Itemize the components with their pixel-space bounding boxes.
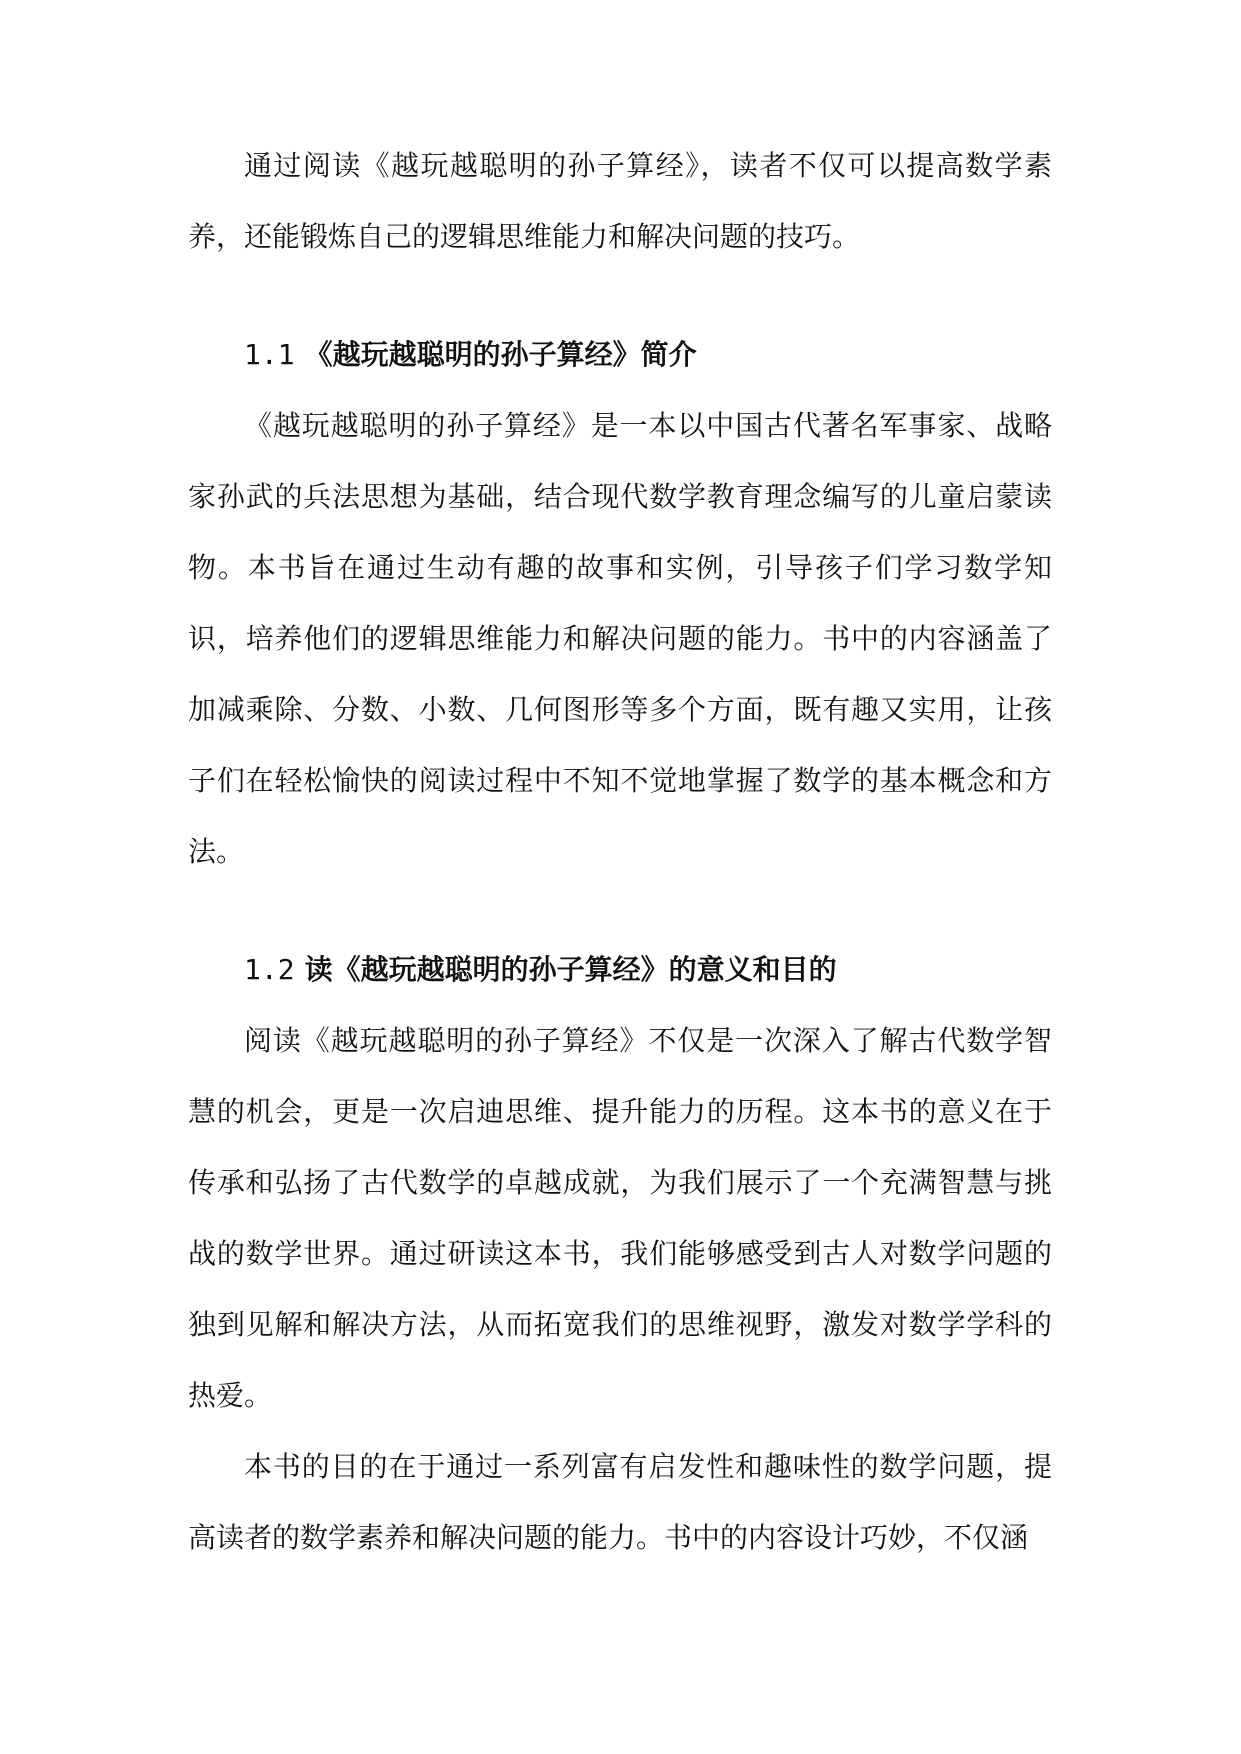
section-1-1-paragraph: 《越玩越聪明的孙子算经》是一本以中国古代著名军事家、战略家孙武的兵法思想为基础，结合现代数学教育理念编写的儿童启蒙读物。本书旨在通过生动有趣的故事和实例，引导孩子们学习数学知识，培养他们的逻辑思维能力和解决问题的能力。书中的内容涵盖了加减乘除、分数、小数、几何图形等多个方面，既有趣又实用，让孩子们在轻松愉快的阅读过程中不知不觉地掌握了数学的基本概念和方法。 — [188, 409, 1052, 868]
section-heading-1-2 — [188, 934, 1052, 1005]
section-title: 读《越玩越聪明的孙子算经》的意义和目的 — [304, 953, 837, 986]
section-number: 1.1 — [244, 338, 295, 371]
document-page — [188, 130, 1052, 1573]
intro-paragraph: 通过阅读《越玩越聪明的孙子算经》，读者不仅可以提高数学素养，还能锻炼自己的逻辑思维能力和解决问题的技巧。 — [188, 149, 1052, 253]
section-heading-1-1 — [188, 319, 1052, 390]
section-1-2-paragraph-1: 阅读《越玩越聪明的孙子算经》不仅是一次深入了解古代数学智慧的机会，更是一次启迪思维、提升能力的历程。这本书的意义在于传承和弘扬了古代数学的卓越成就，为我们展示了一个充满智慧与挑战的数学世界。通过研读这本书，我们能够感受到古人对数学问题的独到见解和解决方法，从而拓宽我们的思维视野，激发对数学学科的热爱。 — [188, 1024, 1052, 1412]
section-title: 《越玩越聪明的孙子算经》简介 — [304, 338, 697, 371]
section-number: 1.2 — [244, 953, 295, 986]
section-1-2-paragraph-2: 本书的目的在于通过一系列富有启发性和趣味性的数学问题，提高读者的数学素养和解决问题的能力。书中的内容设计巧妙，不仅涵 — [188, 1450, 1052, 1554]
